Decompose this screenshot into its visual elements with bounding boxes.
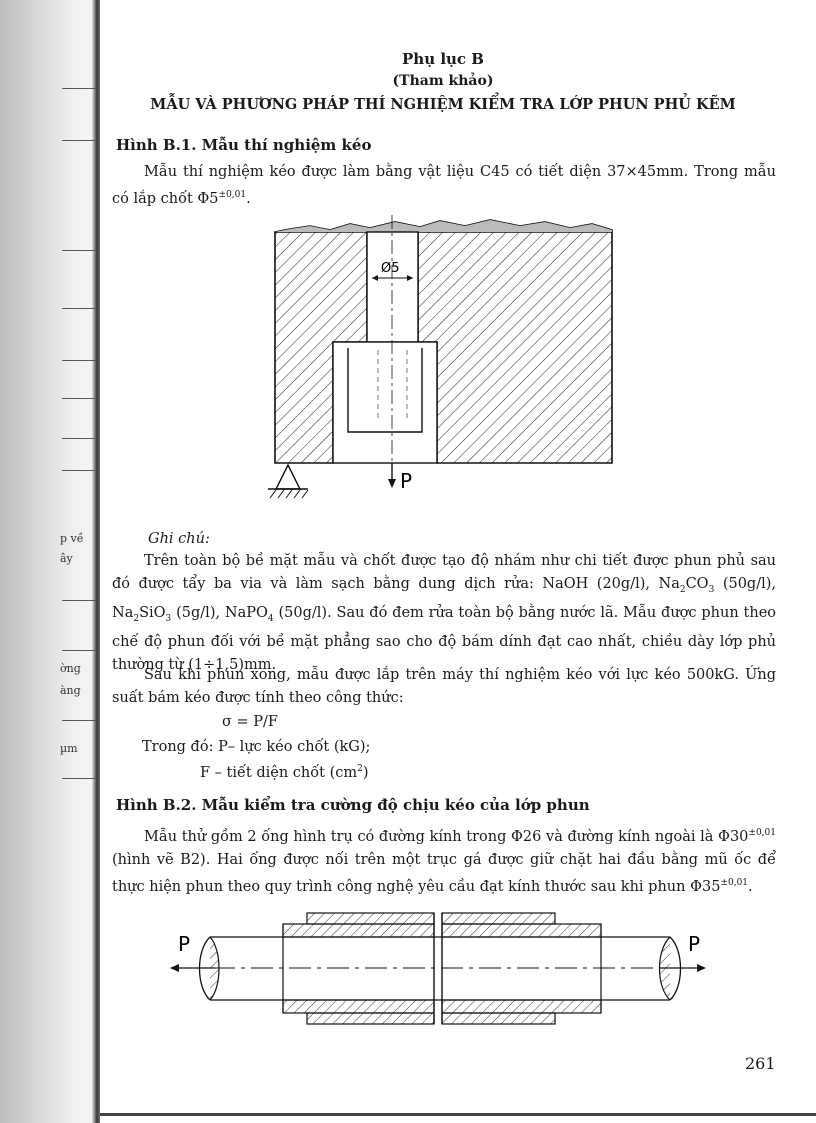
tube-right — [442, 913, 601, 1024]
appendix-note: (Tham khảo) — [392, 73, 494, 89]
margin-fragment: ờng — [60, 662, 81, 675]
right-force-label: P — [688, 932, 701, 956]
section-b2-heading: Hình B.2. Mẫu kiểm tra cường độ chịu kéo của lớp phun — [116, 796, 590, 814]
margin-fragment: p về — [60, 532, 84, 545]
notes-paragraph-1: Trên toàn bộ bề mặt mẫu và chốt được tạo độ nhám như chi tiết được phun phủ sau đó được tẩy ba via và làm sạch bằng dung dịch rửa: NaOH (20g/l), $Na_2CO_3$ (50g/l), $Na_2SiO_3$ (5g/l), NaPO$_4$ (50g/l). Sau đó đem rửa toàn bộ bằng nước lã. Mẫu được phun theo chế độ phun đối với bề mặt phẳng sao cho độ bám dính đạt cao nhất, chiều dày lớp phủ thường từ (1÷1,5)mm. — [112, 553, 777, 673]
force-label: P — [400, 469, 413, 493]
section-b1-heading: Hình B.1. Mẫu thí nghiệm kéo — [116, 136, 372, 154]
left-force-label: P — [178, 932, 191, 956]
margin-fragment: ây — [60, 552, 73, 565]
notes-heading: Ghi chú: — [148, 531, 210, 547]
appendix-label: Phụ lục B — [402, 50, 484, 68]
margin-fragment: µm — [60, 742, 78, 755]
formula-where: Trong đó: P– lực kéo chốt (kG); — [142, 739, 371, 755]
formula-f-definition: F – tiết diện chốt $(cm^2)$ — [200, 764, 369, 781]
formula: σ = P/F — [222, 714, 278, 730]
notes-paragraph-2: Sau khi phun xong, mẫu được lắp trên máy thí nghiệm kéo với lực kéo 500kG. Ứng suất bám kéo được tính theo công thức: — [112, 667, 776, 706]
shaft — [175, 937, 700, 1000]
left-force-arrow — [170, 964, 215, 972]
section-b2-paragraph: Mẫu thử gồm 2 ống hình trụ có đường kính trong Φ26 và đường kính ngoài là $\Phi 30^{\pm 0,01}$ (hình vẽ B2). Hai ống được nối trên một trục gá được giữ chặt hai đầu bằng mũ ốc để thực hiện phun theo quy trình công nghệ yêu cầu đạt kính thước sau khi phun $\Phi 35^{\pm 0,01}$. — [112, 828, 776, 895]
page-number: 261 — [745, 1054, 776, 1073]
appendix-title: MẪU VÀ PHƯƠNG PHÁP THÍ NGHIỆM KIỂM TRA LỚP PHUN PHỦ KẼM — [150, 96, 736, 113]
section-b1-paragraph: Mẫu thí nghiệm kéo được làm bằng vật liệu C45 có tiết diện 37×45mm. Trong mẫu có lắp chốt $\Phi 5^{\pm 0,01}$. — [112, 164, 776, 207]
tube-left — [283, 913, 434, 1024]
margin-fragment: àng — [60, 684, 81, 697]
dimension-label: Ø5 — [381, 261, 400, 276]
